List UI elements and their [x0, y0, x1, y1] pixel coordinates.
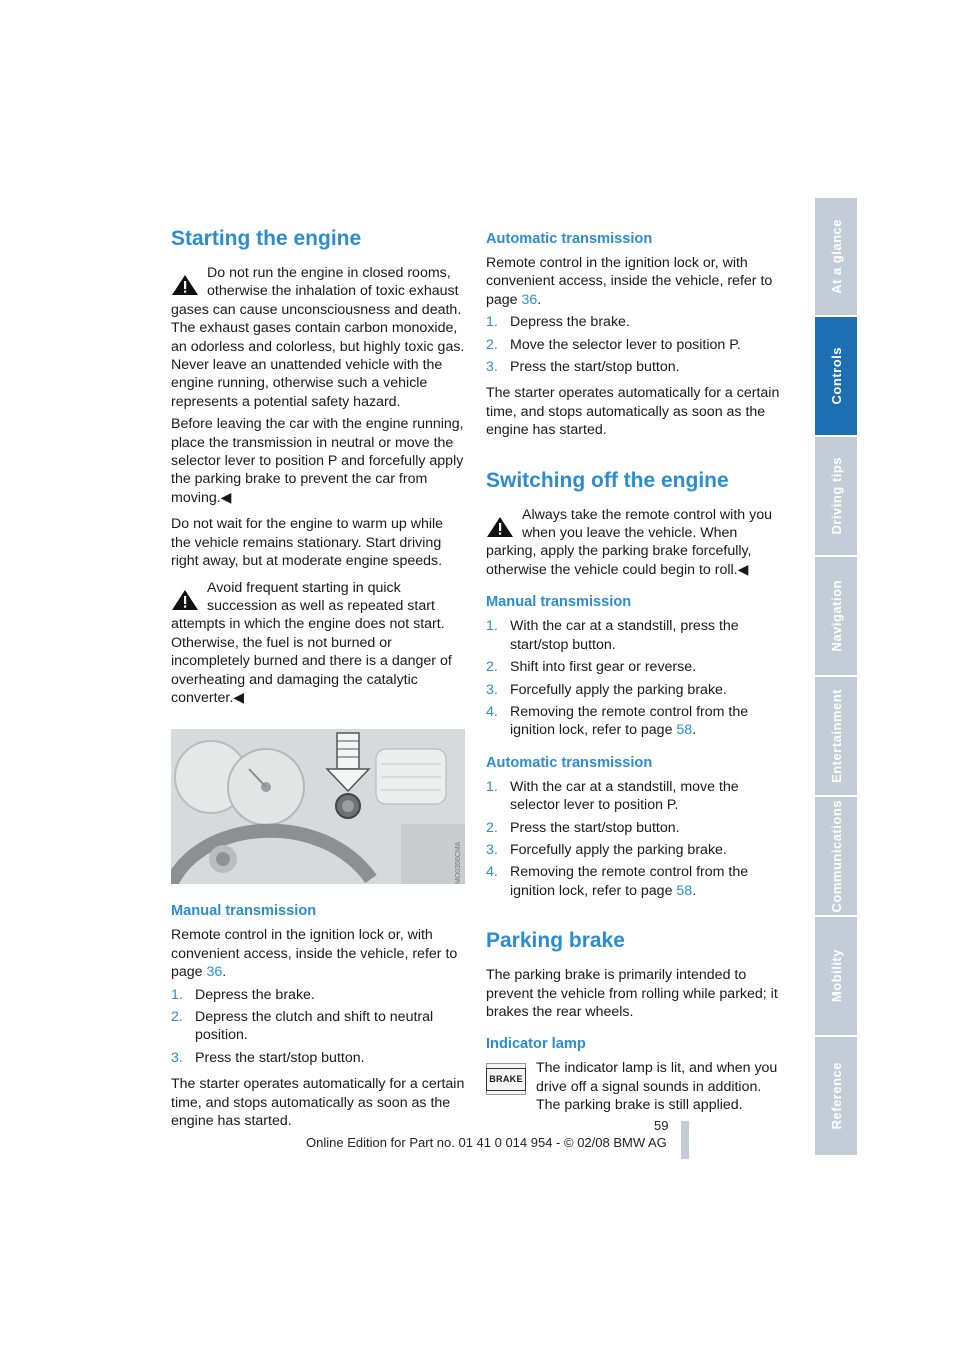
tab-at-a-glance[interactable]: At a glance: [815, 198, 857, 315]
page-link[interactable]: 36: [521, 291, 538, 308]
tab-driving-tips[interactable]: Driving tips: [815, 437, 857, 555]
manual-intro-text: Remote control in the ignition lock or, with convenient access, inside the vehicle, refer to page: [171, 927, 458, 981]
heading-off-manual: Manual transmission: [486, 594, 632, 611]
list-item: 4. Removing the remote control from the ignition lock, refer to page 58.: [486, 703, 749, 739]
page-link[interactable]: 36: [206, 964, 223, 981]
list-item: 2. Depress the clutch and shift to neutral position.: [171, 1008, 434, 1044]
edition-line: Online Edition for Part no. 01 41 0 014 954 - © 02/08 BMW AG: [306, 1135, 667, 1150]
list-item: 1. Depress the brake.: [486, 314, 630, 331]
list-item: 3. Press the start/stop button.: [486, 359, 680, 376]
tab-communications[interactable]: Communications: [815, 797, 857, 915]
auto-intro: [486, 254, 780, 309]
manual-steps-list: [171, 986, 465, 1068]
figure-code: MO0356CMA: [455, 841, 462, 885]
list-item: 2. Move the selector lever to position P.: [486, 336, 741, 353]
tab-controls[interactable]: Controls: [815, 317, 857, 435]
chapter-tabs: [815, 198, 857, 1157]
section-title-parking-brake: Parking brake: [486, 929, 625, 953]
manual-intro-end: .: [222, 964, 227, 981]
warning-text-2: Before leaving the car with the engine running, place the transmission in neutral or move the selector lever to position P and forcefully apply the parking brake to prevent the car from moving.◀: [171, 416, 464, 506]
page-link[interactable]: 58: [676, 882, 693, 899]
indicator-lamp-block: [486, 1059, 780, 1114]
tab-reference[interactable]: Reference: [815, 1037, 857, 1155]
brake-indicator-icon: BRAKE: [486, 1063, 526, 1095]
section-title-switching-off: Switching off the engine: [486, 468, 729, 492]
auto-intro-end: .: [537, 291, 542, 308]
warning-text: Do not run the engine in closed rooms, otherwise the inhalation of toxic exhaust gases can cause unconsciousness and death. The exhaust gases contain carbon monoxide, an odorless and colorless, but highly toxic gas. Never leave an unattended vehicle with the engine running, otherwise such a vehicle represents a potential safety hazard.: [171, 265, 465, 410]
warning-block-3: [486, 506, 780, 580]
body-paragraph: Do not wait for the engine to warm up while the vehicle remains stationary. Start driving right away, but at moderate engine speeds.: [171, 516, 444, 570]
section-title-starting: Starting the engine: [171, 227, 362, 250]
parking-brake-intro: The parking brake is primarily intended to prevent the vehicle from rolling while parked; it brakes the rear wheels.: [486, 967, 778, 1020]
tab-navigation[interactable]: Navigation: [815, 557, 857, 675]
auto-steps-list: [486, 313, 780, 376]
auto-outro: The starter operates automatically for a certain time, and stops automatically as soon as the engine has started.: [486, 385, 780, 439]
list-item: 1. With the car at a standstill, move the selector lever to position P.: [486, 778, 739, 814]
list-item: 1. Depress the brake.: [171, 986, 315, 1003]
off-manual-steps-list: [486, 617, 780, 739]
list-item: 2. Press the start/stop button.: [486, 819, 680, 836]
tab-entertainment[interactable]: Entertainment: [815, 677, 857, 795]
warning-triangle-icon: [171, 274, 199, 296]
heading-off-automatic: Automatic transmission: [486, 754, 653, 771]
manual-intro: [171, 926, 465, 981]
list-item: 4. Removing the remote control from the ignition lock, refer to page 58.: [486, 864, 749, 899]
list-item: 3. Press the start/stop button.: [171, 1049, 365, 1066]
heading-manual-transmission: Manual transmission: [171, 903, 317, 920]
start-button-photo: [171, 729, 465, 884]
warning-text: Avoid frequent starting in quick succession as well as repeated start attempts in which the engine does not start. Otherwise, the fuel is not burned or incompletely burned and there is a danger of overheating and damaging the catalytic converter.◀: [171, 579, 452, 706]
heading-automatic-transmission: Automatic transmission: [486, 231, 653, 247]
page-link[interactable]: 58: [676, 722, 693, 739]
list-item: 2. Shift into first gear or reverse.: [486, 659, 697, 676]
auto-intro-text: Remote control in the ignition lock or, with convenient access, inside the vehicle, refer to page: [486, 255, 773, 308]
indicator-lamp-text: The indicator lamp is lit, and when you drive off a signal sounds in addition. The parking brake is still applied.: [536, 1060, 778, 1114]
warning-triangle-icon: [171, 589, 199, 611]
warning-block-2: [171, 579, 465, 708]
left-column: [171, 226, 465, 1134]
list-item: 1. With the car at a standstill, press the start/stop button.: [486, 618, 739, 653]
footer-bar: [681, 1121, 689, 1159]
page-number: 59: [654, 1118, 669, 1133]
off-auto-steps-list: [486, 778, 780, 900]
heading-indicator-lamp: Indicator lamp: [486, 1036, 586, 1053]
dashboard-illustration: [171, 729, 465, 884]
right-column: [486, 230, 780, 1119]
list-item: 3. Forcefully apply the parking brake.: [486, 681, 727, 698]
warning-block: [171, 264, 465, 507]
tab-mobility[interactable]: Mobility: [815, 917, 857, 1035]
list-item: 3. Forcefully apply the parking brake.: [486, 841, 727, 858]
warning-text: Always take the remote control with you when you leave the vehicle. When parking, apply the parking brake forcefully, otherwise the vehicle could begin to roll.◀: [486, 506, 772, 578]
manual-outro: The starter operates automatically for a certain time, and stops automatically as soon as the engine has started.: [171, 1076, 465, 1129]
warning-triangle-icon: [486, 516, 514, 538]
